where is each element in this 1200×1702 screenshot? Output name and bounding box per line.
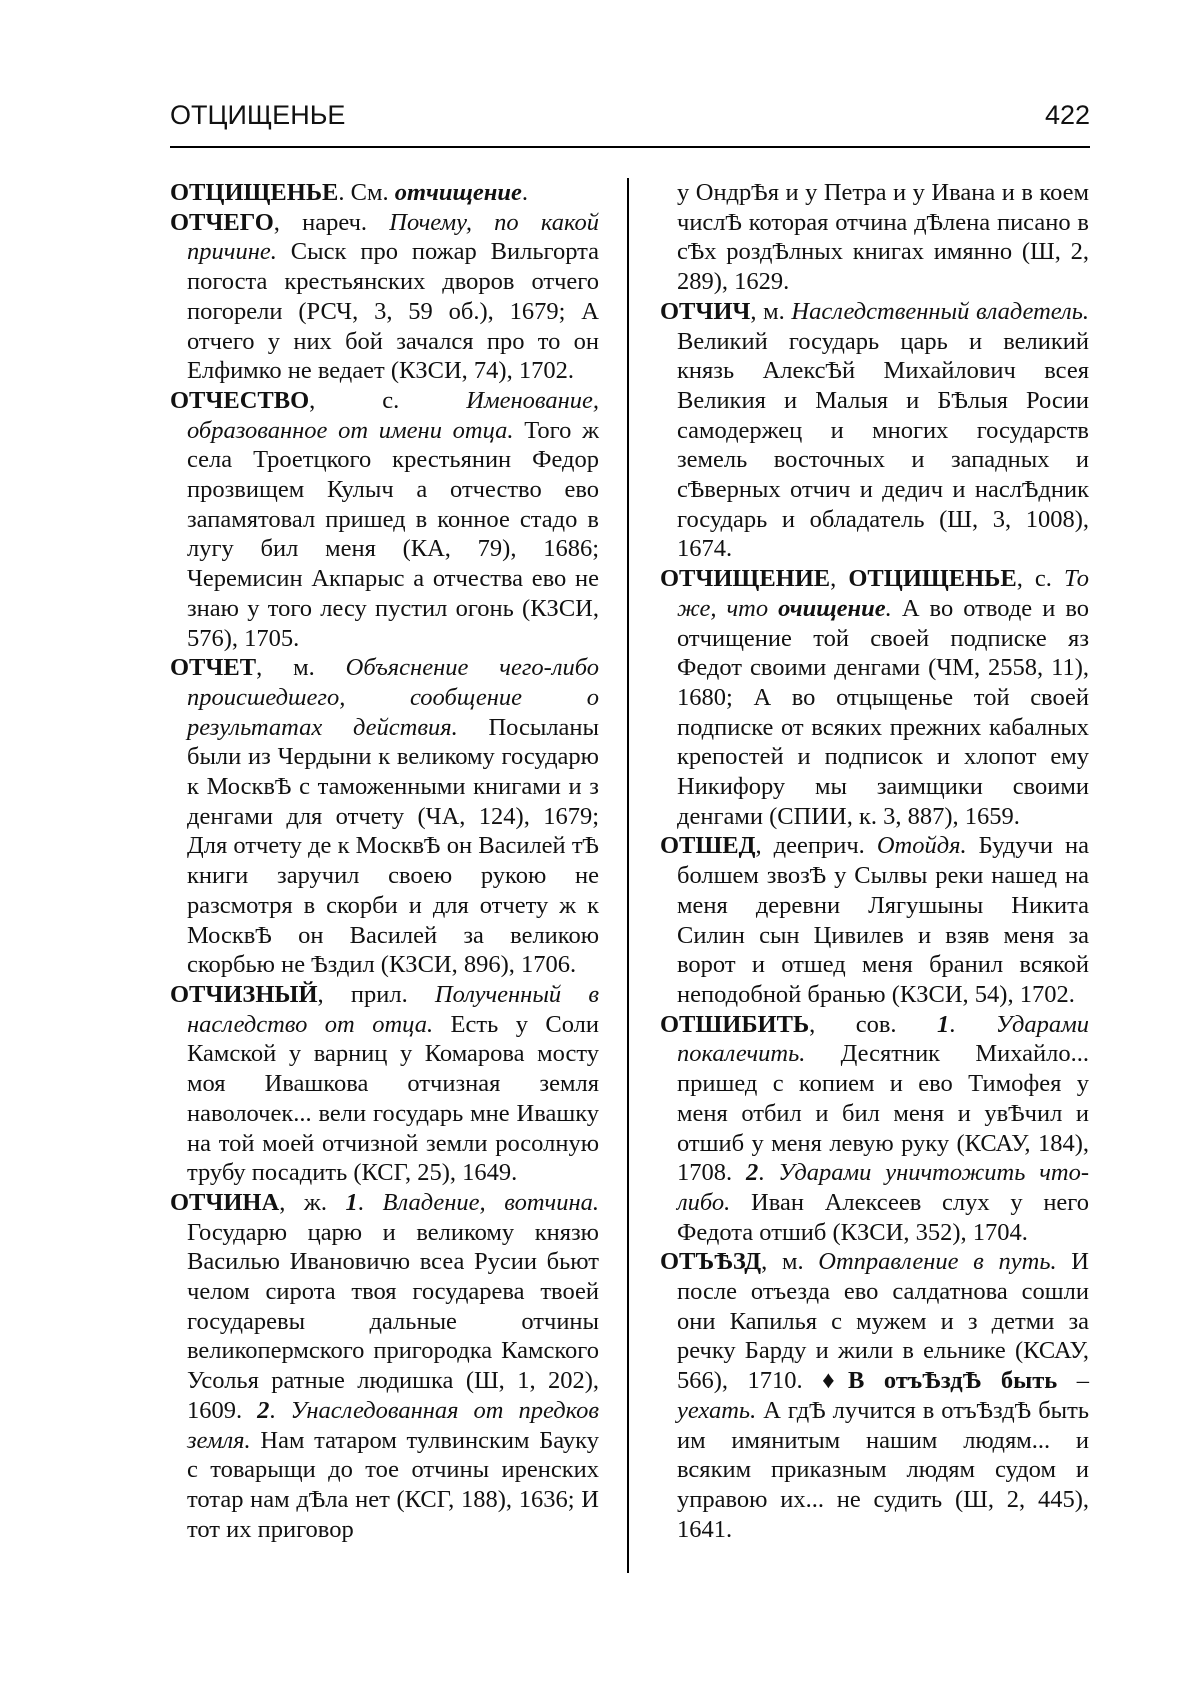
entry-text: Наследственный владетель.: [791, 297, 1089, 325]
entry-headword: ОТЦИЩЕНЬЕ: [170, 179, 339, 206]
entry-text: Почему, по какой причине.: [187, 208, 599, 266]
entry-text: Объяснение чего-либо происшедшего, сообщение о результатах действия.: [187, 654, 599, 741]
entry-text: Посыланы были из Чердыни к великому государю к МосквѢ с таможенными книгами и з денгами для отчету (ЧА, 124), 1679; Для отчету де к МосквѢ он Василей тѢ книги заручил своею рукою не разсмотря в скорби и для отчету ж к МосквѢ он Василей за великою скорбью не Ѣздил (КЗСИ, 896), 1706.: [187, 713, 599, 979]
entry-headword: ОТЧЕТ: [170, 654, 257, 682]
entry-text: .: [521, 179, 529, 206]
entry-text: Есть у Соли Камской у варниц у Комарова мосту моя Ивашкова отчизная земля наволочек... вели государь мне Ивашку на той моей отчизной земли росолную трубу посадить (КСГ, 25), 1649.: [187, 1010, 600, 1187]
entry-text: А во отводе и во отчищение той своей подписке яз Федот своими денгами (ЧМ, 2558, 11), 1680; А во отцыщенье той своей подписке от всяких прежних кабалных крепостей и подписок и хлопот ему Никифору мы заимщики своими денгами (СПИИ, к. 3, 887), 1659.: [677, 594, 1089, 830]
entry-text: –: [1057, 1367, 1089, 1395]
entry-text: 1: [345, 1188, 358, 1216]
entry-headword: ОТЧИНА: [170, 1188, 280, 1216]
page-number: 422: [1044, 100, 1090, 130]
entry-text: Великий государь царь и великий князь АлексѢй Михайлович всея Великия и Малыя и БѢлыя Росии самодержец и многих государств земель восточных и западных и сѢверных отчич и дедич и наслѢдник государь и обладатель (Ш, 3, 1008), 1674.: [677, 327, 1089, 563]
entry-text: , м.: [750, 297, 792, 325]
dictionary-entry: [660, 564, 1089, 831]
entry-text: .: [949, 1010, 996, 1038]
entry-text: Сыск про пожар Вильгорта погоста крестьянских дворов отчего погорели (РСЧ, 3, 59 об.), 1679; А отчего у них бой зачался про то он Елфимко не ведает (КЗСИ, 74), 1702.: [187, 238, 599, 385]
entry-text: , прил.: [317, 980, 435, 1008]
entry-text: Отойдя.: [876, 832, 967, 860]
dictionary-entry: [660, 1010, 1089, 1248]
entry-headword: ОТЪѢЗД: [660, 1248, 762, 1276]
entry-headword: ОТШЕД: [660, 832, 756, 860]
entry-text: А гдѢ лучится в отъѢздѢ быть им имянитым нашим людям... и всяким приказным людям судом и управою их... не судить (Ш, 2, 445), 1641.: [677, 1396, 1089, 1543]
entry-text: Полученный в наследство от отца.: [187, 980, 599, 1038]
entry-text: , м.: [761, 1248, 819, 1276]
entry-text: . См.: [338, 179, 395, 206]
dictionary-entry: [170, 1188, 599, 1544]
entry-text: Владение, вотчина.: [382, 1188, 599, 1216]
entry-text: .: [758, 1159, 779, 1187]
dictionary-entry: [660, 1247, 1089, 1544]
entry-text: Нам татаром тулвинским Бауку с товарыщи до тое отчины иренских тотар нам дѢла нет (КСГ, 188), 1636; И тот их приговор: [187, 1426, 599, 1543]
entry-text: уехать.: [677, 1396, 757, 1424]
left-column: [170, 178, 599, 1544]
entry-text: , сов.: [809, 1010, 937, 1038]
entry-headword: ОТЧЕСТВО: [170, 386, 310, 414]
entry-text: И после отъезда ево салдатнова сошли они Капилья с мужем и з детми за речку Барду и жили в ельнике (КСАУ, 566), 1710.: [677, 1248, 1089, 1395]
running-headword: ОТЦИЩЕНЬЕ: [170, 100, 346, 130]
entry-text: Ударами покалечить.: [677, 1010, 1089, 1068]
entry-text: ОТЦИЩЕНЬЕ: [848, 565, 1017, 593]
entry-text: 1: [936, 1010, 950, 1038]
entry-headword: ОТЧИЩЕНИЕ: [660, 565, 831, 593]
dictionary-entry: [660, 831, 1089, 1009]
entry-text: .: [269, 1396, 291, 1424]
entry-text: ♦В отъѢздѢ быть: [822, 1367, 1058, 1395]
entry-text: Государю царю и великому князю Василью Ивановичю всеа Русии бьют челом сирота твоя государева твоей государевы дальные отчины великопермского пригородка Камского Усолья ратные людишка (Ш, 1, 202), 1609.: [187, 1218, 599, 1424]
entry-text: очищение: [778, 594, 886, 622]
entry-text: То же, что: [677, 565, 1090, 622]
page-header: [170, 96, 1090, 148]
entry-text: отчищение: [394, 179, 522, 206]
entry-text: Именование, образованное от имени отца.: [187, 386, 599, 444]
entry-text: .: [357, 1188, 383, 1216]
entry-text: , м.: [256, 654, 346, 682]
entry-headword: ОТЧИЧ: [660, 297, 751, 325]
entry-text: 2: [257, 1396, 270, 1424]
dictionary-entry: [170, 980, 599, 1188]
entry-text: Иван Алексеев слух у него Федота отшиб (КЗСИ, 352), 1704.: [677, 1188, 1089, 1246]
entry-text: Десятник Михайло... пришед с копием и ево Тимофея у меня отбил и бил меня и увѢчил и отшиб у меня левую руку (КСАУ, 184), 1708.: [677, 1040, 1089, 1187]
entry-text: , ж.: [279, 1188, 346, 1216]
dictionary-entry: [660, 297, 1089, 564]
entry-headword: ОТЧИЗНЫЙ: [170, 980, 318, 1008]
entry-text: , с.: [1016, 565, 1065, 593]
entry-text: , нареч.: [273, 208, 390, 236]
entry-text: Ударами уничтожить что-либо.: [677, 1159, 1090, 1216]
entry-text: Отправление в путь.: [818, 1248, 1057, 1276]
right-column: [660, 178, 1089, 1544]
entry-text: Будучи на болшем звозѢ у Сылвы реки нашед на меня деревни Лягушыны Никита Силин сын Цивилев и взяв меня за ворот и отшед меня бранил всякой неподобной бранью (КЗСИ, 54), 1702.: [677, 832, 1089, 1008]
dictionary-entry: [170, 208, 599, 386]
entry-headword: ОТЧЕГО: [170, 208, 274, 236]
entry-text: ,: [830, 565, 849, 593]
continued-entry-text: у ОндрѢя и у Петра и у Ивана и в коем числѢ которая отчина дѢлена писано в сѢх роздѢлных книгах имянно (Ш, 2, 289), 1629.: [677, 179, 1089, 296]
entry-text: , с.: [309, 386, 467, 414]
entry-text: .: [885, 594, 892, 622]
entry-text: Унаследованная от предков земля.: [187, 1396, 600, 1454]
column-divider: [627, 178, 629, 1573]
entry-text: , дееприч.: [755, 832, 877, 860]
dictionary-entry: [170, 178, 599, 208]
dictionary-entry: [170, 386, 599, 653]
dictionary-entry: [170, 653, 599, 980]
entry-headword: ОТШИБИТЬ: [660, 1010, 810, 1038]
entry-text: Того ж села Троетцкого крестьянин Федор прозвищем Кулыч а отчество ево запамятовал пришед в конное стадо в лугу бил меня (КА, 79), 1686; Черемисин Акпарыс а отчества ево не знаю у того лесу пустил огонь (КЗСИ, 576), 1705.: [187, 416, 599, 652]
entry-text: 2: [745, 1159, 759, 1187]
